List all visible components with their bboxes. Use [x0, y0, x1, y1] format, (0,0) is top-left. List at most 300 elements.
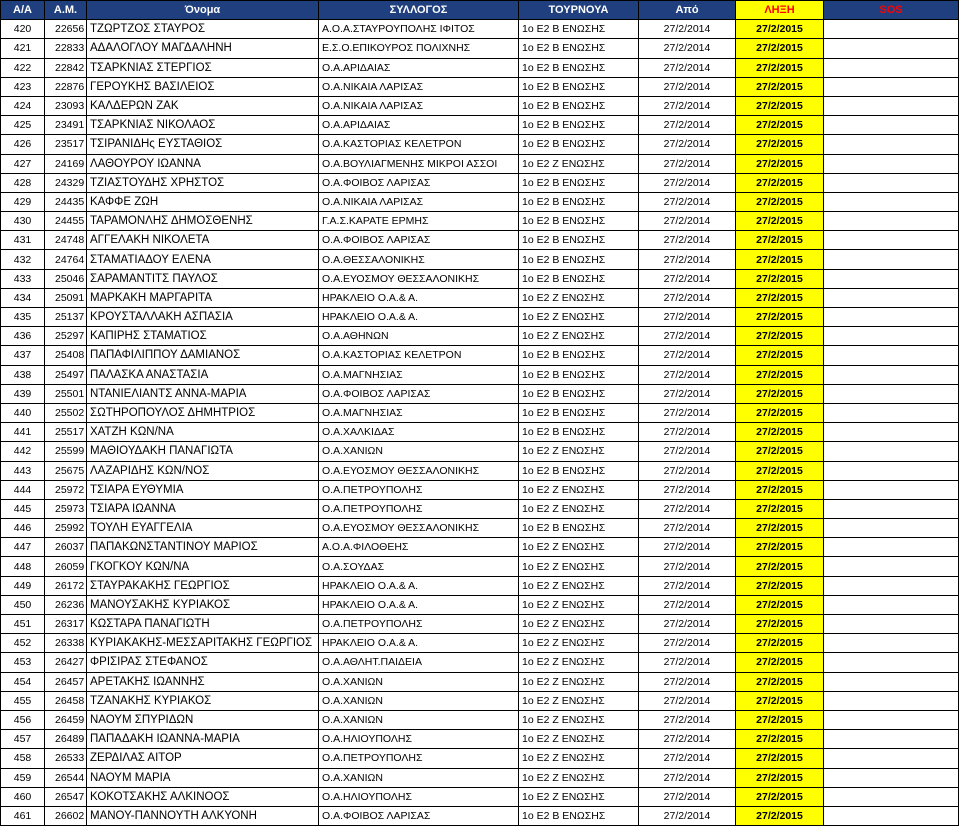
table-row: [1, 308, 959, 327]
cell-am: 25297: [45, 327, 87, 346]
cell-from: 27/2/2014: [639, 595, 736, 614]
cell-from: 27/2/2014: [639, 346, 736, 365]
cell-club: Ο.Α.ΚΑΣΤΟΡΙΑΣ ΚΕΛΕΤΡΟΝ: [319, 346, 519, 365]
cell-expiry: 27/2/2015: [736, 346, 824, 365]
cell-aa: 429: [1, 192, 45, 211]
cell-aa: 437: [1, 346, 45, 365]
cell-from: 27/2/2014: [639, 749, 736, 768]
cell-sos: [824, 308, 959, 327]
cell-tournament: 1ο Ε2 Ζ ΕΝΩΣΗΣ: [519, 595, 639, 614]
cell-expiry: 27/2/2015: [736, 672, 824, 691]
cell-from: 27/2/2014: [639, 308, 736, 327]
cell-tournament: 1ο Ε2 Β ΕΝΩΣΗΣ: [519, 96, 639, 115]
cell-from: 27/2/2014: [639, 557, 736, 576]
cell-am: 25973: [45, 499, 87, 518]
cell-tournament: 1ο Ε2 Ζ ΕΝΩΣΗΣ: [519, 634, 639, 653]
cell-club: Ο.Α.ΕΥΟΣΜΟΥ ΘΕΣΣΑΛΟΝΙΚΗΣ: [319, 269, 519, 288]
cell-sos: [824, 672, 959, 691]
cell-tournament: 1ο Ε2 Β ΕΝΩΣΗΣ: [519, 403, 639, 422]
table-row: [1, 787, 959, 806]
table-row: [1, 749, 959, 768]
cell-am: 22833: [45, 39, 87, 58]
cell-tournament: 1ο Ε2 Β ΕΝΩΣΗΣ: [519, 519, 639, 538]
cell-club: Ο.Α.ΝΙΚΑΙΑ ΛΑΡΙΣΑΣ: [319, 96, 519, 115]
cell-club: Ο.Α.ΧΑΝΙΩΝ: [319, 768, 519, 787]
cell-expiry: 27/2/2015: [736, 653, 824, 672]
table-row: [1, 346, 959, 365]
cell-expiry: 27/2/2015: [736, 212, 824, 231]
cell-from: 27/2/2014: [639, 634, 736, 653]
cell-club: Ο.Α.ΧΑΛΚΙΔΑΣ: [319, 423, 519, 442]
cell-from: 27/2/2014: [639, 442, 736, 461]
cell-aa: 436: [1, 327, 45, 346]
cell-from: 27/2/2014: [639, 327, 736, 346]
cell-tournament: 1ο Ε2 Β ΕΝΩΣΗΣ: [519, 346, 639, 365]
cell-from: 27/2/2014: [639, 480, 736, 499]
cell-am: 25599: [45, 442, 87, 461]
cell-club: ΗΡΑΚΛΕΙΟ Ο.Α.& Α.: [319, 595, 519, 614]
cell-aa: 435: [1, 308, 45, 327]
cell-from: 27/2/2014: [639, 499, 736, 518]
cell-sos: [824, 576, 959, 595]
cell-tournament: 1ο Ε2 Β ΕΝΩΣΗΣ: [519, 806, 639, 825]
cell-club: Ο.Α.ΦΟΙΒΟΣ ΛΑΡΙΣΑΣ: [319, 384, 519, 403]
cell-from: 27/2/2014: [639, 212, 736, 231]
cell-tournament: 1ο Ε2 Ζ ΕΝΩΣΗΣ: [519, 749, 639, 768]
cell-tournament: 1ο Ε2 Β ΕΝΩΣΗΣ: [519, 192, 639, 211]
cell-expiry: 27/2/2015: [736, 615, 824, 634]
cell-name: ΤΣΙΑΡΑ ΙΩΑΝΝΑ: [87, 499, 319, 518]
cell-name: ΚΟΚΟΤΣΑΚΗΣ ΑΛΚΙΝΟΟΣ: [87, 787, 319, 806]
cell-expiry: 27/2/2015: [736, 58, 824, 77]
cell-aa: 431: [1, 231, 45, 250]
cell-sos: [824, 557, 959, 576]
cell-sos: [824, 327, 959, 346]
cell-aa: 443: [1, 461, 45, 480]
cell-am: 23093: [45, 96, 87, 115]
cell-sos: [824, 269, 959, 288]
cell-expiry: 27/2/2015: [736, 20, 824, 39]
cell-aa: 438: [1, 365, 45, 384]
cell-sos: [824, 384, 959, 403]
cell-club: Α.Ο.Α.ΦΙΛΟΘΕΗΣ: [319, 538, 519, 557]
table-row: [1, 691, 959, 710]
cell-am: 26427: [45, 653, 87, 672]
cell-name: ΤΟΥΛΗ ΕΥΑΓΓΕΛΙΑ: [87, 519, 319, 538]
cell-club: Ο.Α.ΑΘΛΗΤ.ΠΑΙΔΕΙΑ: [319, 653, 519, 672]
cell-club: ΗΡΑΚΛΕΙΟ Ο.Α.& Α.: [319, 308, 519, 327]
cell-tournament: 1ο Ε2 Ζ ΕΝΩΣΗΣ: [519, 576, 639, 595]
cell-aa: 458: [1, 749, 45, 768]
cell-am: 26317: [45, 615, 87, 634]
table-row: [1, 499, 959, 518]
cell-club: Ο.Α.ΗΛΙΟΥΠΟΛΗΣ: [319, 730, 519, 749]
cell-name: ΧΑΤΖΗ ΚΩΝ/ΝΑ: [87, 423, 319, 442]
cell-aa: 457: [1, 730, 45, 749]
header-row: [1, 1, 959, 20]
cell-am: 26547: [45, 787, 87, 806]
cell-name: ΛΑΘΟΥΡΟΥ ΙΩΑΝΝΑ: [87, 154, 319, 173]
cell-from: 27/2/2014: [639, 576, 736, 595]
cell-expiry: 27/2/2015: [736, 461, 824, 480]
table-row: [1, 615, 959, 634]
col-header-am: Α.Μ.: [45, 1, 87, 20]
table-row: [1, 461, 959, 480]
cell-from: 27/2/2014: [639, 288, 736, 307]
table-row: [1, 595, 959, 614]
cell-am: 25091: [45, 288, 87, 307]
cell-expiry: 27/2/2015: [736, 269, 824, 288]
cell-aa: 422: [1, 58, 45, 77]
cell-from: 27/2/2014: [639, 250, 736, 269]
cell-club: Ε.Σ.Ο.ΕΠΙΚΟΥΡΟΣ ΠΟΛΙΧΝΗΣ: [319, 39, 519, 58]
cell-aa: 447: [1, 538, 45, 557]
cell-club: ΗΡΑΚΛΕΙΟ Ο.Α.& Α.: [319, 634, 519, 653]
cell-sos: [824, 615, 959, 634]
cell-expiry: 27/2/2015: [736, 231, 824, 250]
cell-tournament: 1ο Ε2 Β ΕΝΩΣΗΣ: [519, 250, 639, 269]
cell-tournament: 1ο Ε2 Ζ ΕΝΩΣΗΣ: [519, 308, 639, 327]
cell-sos: [824, 691, 959, 710]
cell-aa: 461: [1, 806, 45, 825]
cell-tournament: 1ο Ε2 Β ΕΝΩΣΗΣ: [519, 423, 639, 442]
cell-am: 25408: [45, 346, 87, 365]
cell-expiry: 27/2/2015: [736, 403, 824, 422]
cell-from: 27/2/2014: [639, 192, 736, 211]
cell-name: ΑΡΕΤΑΚΗΣ ΙΩΑΝΝΗΣ: [87, 672, 319, 691]
cell-sos: [824, 192, 959, 211]
cell-name: ΜΑΘΙΟΥΔΑΚΗ ΠΑΝΑΓΙΩΤΑ: [87, 442, 319, 461]
cell-aa: 448: [1, 557, 45, 576]
cell-club: Α.Ο.Α.ΣΤΑΥΡΟΥΠΟΛΗΣ ΙΦΙΤΟΣ: [319, 20, 519, 39]
cell-aa: 452: [1, 634, 45, 653]
cell-aa: 430: [1, 212, 45, 231]
cell-sos: [824, 480, 959, 499]
cell-sos: [824, 39, 959, 58]
cell-am: 26458: [45, 691, 87, 710]
cell-name: ΚΩΣΤΑΡΑ ΠΑΝΑΓΙΩΤΗ: [87, 615, 319, 634]
cell-expiry: 27/2/2015: [736, 557, 824, 576]
cell-from: 27/2/2014: [639, 39, 736, 58]
cell-sos: [824, 365, 959, 384]
cell-tournament: 1ο Ε2 Ζ ΕΝΩΣΗΣ: [519, 768, 639, 787]
cell-aa: 456: [1, 710, 45, 729]
cell-club: Ο.Α.ΦΟΙΒΟΣ ΛΑΡΙΣΑΣ: [319, 173, 519, 192]
cell-expiry: 27/2/2015: [736, 787, 824, 806]
table-row: [1, 250, 959, 269]
cell-club: Ο.Α.ΝΙΚΑΙΑ ΛΑΡΙΣΑΣ: [319, 192, 519, 211]
cell-am: 26059: [45, 557, 87, 576]
cell-aa: 445: [1, 499, 45, 518]
cell-aa: 453: [1, 653, 45, 672]
cell-expiry: 27/2/2015: [736, 308, 824, 327]
cell-expiry: 27/2/2015: [736, 768, 824, 787]
table-row: [1, 192, 959, 211]
cell-name: ΤΣΙΑΡΑ ΕΥΘΥΜΙΑ: [87, 480, 319, 499]
cell-club: Ο.Α.ΘΕΣΣΑΛΟΝΙΚΗΣ: [319, 250, 519, 269]
cell-tournament: 1ο Ε2 Β ΕΝΩΣΗΣ: [519, 365, 639, 384]
cell-am: 25517: [45, 423, 87, 442]
cell-expiry: 27/2/2015: [736, 634, 824, 653]
cell-am: 26602: [45, 806, 87, 825]
cell-tournament: 1ο Ε2 Ζ ΕΝΩΣΗΣ: [519, 691, 639, 710]
cell-am: 26533: [45, 749, 87, 768]
cell-sos: [824, 346, 959, 365]
cell-tournament: 1ο Ε2 Ζ ΕΝΩΣΗΣ: [519, 672, 639, 691]
cell-sos: [824, 806, 959, 825]
cell-tournament: 1ο Ε2 Ζ ΕΝΩΣΗΣ: [519, 499, 639, 518]
cell-am: 26544: [45, 768, 87, 787]
table-row: [1, 173, 959, 192]
cell-from: 27/2/2014: [639, 691, 736, 710]
cell-expiry: 27/2/2015: [736, 365, 824, 384]
cell-sos: [824, 58, 959, 77]
cell-from: 27/2/2014: [639, 672, 736, 691]
cell-name: ΚΑΦΦΕ ΖΩΗ: [87, 192, 319, 211]
cell-name: ΚΡΟΥΣΤΑΛΛΑΚΗ ΑΣΠΑΣΙΑ: [87, 308, 319, 327]
cell-expiry: 27/2/2015: [736, 442, 824, 461]
cell-from: 27/2/2014: [639, 20, 736, 39]
table-row: [1, 96, 959, 115]
cell-name: ΚΥΡΙΑΚΑΚΗΣ-ΜΕΣΣΑΡΙΤΑΚΗΣ ΓΕΩΡΓΙΟΣ: [87, 634, 319, 653]
cell-name: ΝΑΟΥΜ ΜΑΡΙΑ: [87, 768, 319, 787]
cell-from: 27/2/2014: [639, 806, 736, 825]
cell-name: ΤΖΩΡΤΖΟΣ ΣΤΑΥΡΟΣ: [87, 20, 319, 39]
cell-sos: [824, 403, 959, 422]
cell-name: ΓΚΟΓΚΟΥ ΚΩΝ/ΝΑ: [87, 557, 319, 576]
table-body: [1, 20, 959, 826]
table-row: [1, 576, 959, 595]
table-row: [1, 20, 959, 39]
table-row: [1, 77, 959, 96]
cell-am: 25992: [45, 519, 87, 538]
cell-club: ΗΡΑΚΛΕΙΟ Ο.Α.& Α.: [319, 288, 519, 307]
cell-name: ΓΕΡΟΥΚΗΣ ΒΑΣΙΛΕΙΟΣ: [87, 77, 319, 96]
cell-name: ΤΖΑΝΑΚΗΣ ΚΥΡΙΑΚΟΣ: [87, 691, 319, 710]
cell-from: 27/2/2014: [639, 135, 736, 154]
cell-tournament: 1ο Ε2 Ζ ΕΝΩΣΗΣ: [519, 442, 639, 461]
cell-am: 26172: [45, 576, 87, 595]
cell-sos: [824, 653, 959, 672]
cell-am: 24435: [45, 192, 87, 211]
cell-aa: 439: [1, 384, 45, 403]
cell-sos: [824, 595, 959, 614]
table-row: [1, 442, 959, 461]
cell-name: ΚΑΠΙΡΗΣ ΣΤΑΜΑΤΙΟΣ: [87, 327, 319, 346]
cell-tournament: 1ο Ε2 Ζ ΕΝΩΣΗΣ: [519, 653, 639, 672]
cell-club: Ο.Α.ΑΘΗΝΩΝ: [319, 327, 519, 346]
col-header-name: Όνομα: [87, 1, 319, 20]
cell-sos: [824, 634, 959, 653]
cell-from: 27/2/2014: [639, 519, 736, 538]
col-header-from: Από: [639, 1, 736, 20]
cell-tournament: 1ο Ε2 Β ΕΝΩΣΗΣ: [519, 461, 639, 480]
cell-sos: [824, 77, 959, 96]
table-row: [1, 288, 959, 307]
cell-from: 27/2/2014: [639, 77, 736, 96]
cell-am: 26236: [45, 595, 87, 614]
cell-aa: 428: [1, 173, 45, 192]
cell-am: 25502: [45, 403, 87, 422]
cell-expiry: 27/2/2015: [736, 96, 824, 115]
cell-name: ΝΤΑΝΙΕΛΙΑΝΤΣ ΑΝΝΑ-ΜΑΡΙΑ: [87, 384, 319, 403]
cell-club: Ο.Α.ΣΟΥΔΑΣ: [319, 557, 519, 576]
cell-am: 24329: [45, 173, 87, 192]
cell-name: ΣΩΤΗΡΟΠΟΥΛΟΣ ΔΗΜΗΤΡΙΟΣ: [87, 403, 319, 422]
cell-am: 26338: [45, 634, 87, 653]
table-row: [1, 730, 959, 749]
cell-club: Ο.Α.ΧΑΝΙΩΝ: [319, 710, 519, 729]
cell-name: ΤΖΙΑΣΤΟΥΔΗΣ ΧΡΗΣΤΟΣ: [87, 173, 319, 192]
table-row: [1, 806, 959, 825]
cell-sos: [824, 768, 959, 787]
table-row: [1, 39, 959, 58]
cell-sos: [824, 442, 959, 461]
cell-aa: 446: [1, 519, 45, 538]
cell-from: 27/2/2014: [639, 154, 736, 173]
cell-name: ΠΑΠΑΦΙΛΙΠΠΟΥ ΔΑΜΙΑΝΟΣ: [87, 346, 319, 365]
cell-club: Ο.Α.ΑΡΙΔΑΙΑΣ: [319, 58, 519, 77]
cell-name: ΑΓΓΕΛΑΚΗ ΝΙΚΟΛΕΤΑ: [87, 231, 319, 250]
cell-name: ΠΑΛΑΣΚΑ ΑΝΑΣΤΑΣΙΑ: [87, 365, 319, 384]
col-header-expiry: ΛΗΞΗ: [736, 1, 824, 20]
cell-expiry: 27/2/2015: [736, 499, 824, 518]
cell-am: 26459: [45, 710, 87, 729]
cell-sos: [824, 116, 959, 135]
cell-expiry: 27/2/2015: [736, 288, 824, 307]
cell-name: ΛΑΖΑΡΙΔΗΣ ΚΩΝ/ΝΟΣ: [87, 461, 319, 480]
table-row: [1, 653, 959, 672]
cell-sos: [824, 135, 959, 154]
cell-from: 27/2/2014: [639, 710, 736, 729]
cell-sos: [824, 749, 959, 768]
table-row: [1, 403, 959, 422]
cell-name: ΚΑΛΔΕΡΩΝ ΖΑΚ: [87, 96, 319, 115]
cell-expiry: 27/2/2015: [736, 327, 824, 346]
cell-from: 27/2/2014: [639, 615, 736, 634]
cell-aa: 455: [1, 691, 45, 710]
cell-club: Ο.Α.ΠΕΤΡΟΥΠΟΛΗΣ: [319, 749, 519, 768]
table-row: [1, 634, 959, 653]
cell-expiry: 27/2/2015: [736, 519, 824, 538]
cell-club: Ο.Α.ΝΙΚΑΙΑ ΛΑΡΙΣΑΣ: [319, 77, 519, 96]
table-row: [1, 480, 959, 499]
table-row: [1, 384, 959, 403]
cell-expiry: 27/2/2015: [736, 730, 824, 749]
cell-expiry: 27/2/2015: [736, 806, 824, 825]
cell-am: 26037: [45, 538, 87, 557]
cell-tournament: 1ο Ε2 Β ΕΝΩΣΗΣ: [519, 231, 639, 250]
cell-from: 27/2/2014: [639, 58, 736, 77]
cell-sos: [824, 288, 959, 307]
cell-tournament: 1ο Ε2 Β ΕΝΩΣΗΣ: [519, 20, 639, 39]
cell-expiry: 27/2/2015: [736, 595, 824, 614]
cell-tournament: 1ο Ε2 Ζ ΕΝΩΣΗΣ: [519, 154, 639, 173]
table-row: [1, 768, 959, 787]
cell-name: ΜΑΝΟΥΣΑΚΗΣ ΚΥΡΙΑΚΟΣ: [87, 595, 319, 614]
cell-tournament: 1ο Ε2 Ζ ΕΝΩΣΗΣ: [519, 730, 639, 749]
cell-from: 27/2/2014: [639, 730, 736, 749]
cell-from: 27/2/2014: [639, 365, 736, 384]
cell-sos: [824, 787, 959, 806]
col-header-aa: Α/Α: [1, 1, 45, 20]
cell-name: ΝΑΟΥΜ ΣΠΥΡΙΔΩΝ: [87, 710, 319, 729]
cell-sos: [824, 212, 959, 231]
cell-aa: 424: [1, 96, 45, 115]
cell-name: ΠΑΠΑΔΑΚΗ ΙΩΑΝΝΑ-ΜΑΡΙΑ: [87, 730, 319, 749]
cell-aa: 450: [1, 595, 45, 614]
cell-club: Ο.Α.ΧΑΝΙΩΝ: [319, 672, 519, 691]
cell-club: ΗΡΑΚΛΕΙΟ Ο.Α.& Α.: [319, 576, 519, 595]
cell-club: Ο.Α.ΕΥΟΣΜΟΥ ΘΕΣΣΑΛΟΝΙΚΗΣ: [319, 519, 519, 538]
cell-am: 24455: [45, 212, 87, 231]
cell-club: Ο.Α.ΜΑΓΝΗΣΙΑΣ: [319, 403, 519, 422]
cell-tournament: 1ο Ε2 Β ΕΝΩΣΗΣ: [519, 39, 639, 58]
cell-club: Ο.Α.ΕΥΟΣΜΟΥ ΘΕΣΣΑΛΟΝΙΚΗΣ: [319, 461, 519, 480]
cell-am: 24169: [45, 154, 87, 173]
cell-am: 22876: [45, 77, 87, 96]
cell-tournament: 1ο Ε2 Ζ ΕΝΩΣΗΣ: [519, 710, 639, 729]
table-row: [1, 557, 959, 576]
cell-am: 24748: [45, 231, 87, 250]
cell-tournament: 1ο Ε2 Ζ ΕΝΩΣΗΣ: [519, 480, 639, 499]
cell-sos: [824, 519, 959, 538]
cell-name: ΤΣΙΡΑΝΙΔΗς ΕΥΣΤΑΘΙΟΣ: [87, 135, 319, 154]
cell-from: 27/2/2014: [639, 269, 736, 288]
cell-name: ΜΑΝΟΥ-ΠΑΝΝΟΥΤΗ ΑΛΚΥΟΝΗ: [87, 806, 319, 825]
cell-club: Ο.Α.ΠΕΤΡΟΥΠΟΛΗΣ: [319, 615, 519, 634]
cell-am: 26457: [45, 672, 87, 691]
cell-tournament: 1ο Ε2 Ζ ΕΝΩΣΗΣ: [519, 557, 639, 576]
cell-name: ΜΑΡΚΑΚΗ ΜΑΡΓΑΡΙΤΑ: [87, 288, 319, 307]
cell-expiry: 27/2/2015: [736, 192, 824, 211]
cell-aa: 426: [1, 135, 45, 154]
cell-from: 27/2/2014: [639, 423, 736, 442]
cell-name: ΣΑΡΑΜΑΝΤΙΤΣ ΠΑΥΛΟΣ: [87, 269, 319, 288]
table-row: [1, 327, 959, 346]
table-row: [1, 58, 959, 77]
table-row: [1, 672, 959, 691]
col-header-club: ΣΥΛΛΟΓΟΣ: [319, 1, 519, 20]
cell-sos: [824, 461, 959, 480]
cell-am: 25972: [45, 480, 87, 499]
cell-aa: 451: [1, 615, 45, 634]
cell-from: 27/2/2014: [639, 96, 736, 115]
cell-sos: [824, 154, 959, 173]
cell-expiry: 27/2/2015: [736, 710, 824, 729]
cell-aa: 425: [1, 116, 45, 135]
table-row: [1, 116, 959, 135]
cell-tournament: 1ο Ε2 Β ΕΝΩΣΗΣ: [519, 269, 639, 288]
cell-tournament: 1ο Ε2 Β ΕΝΩΣΗΣ: [519, 77, 639, 96]
cell-from: 27/2/2014: [639, 787, 736, 806]
cell-name: ΤΑΡΑΜΟΝΛΗΣ ΔΗΜΟΣΘΕΝΗΣ: [87, 212, 319, 231]
col-header-sos: SOS: [824, 1, 959, 20]
cell-am: 25675: [45, 461, 87, 480]
cell-club: Ο.Α.ΜΑΓΝΗΣΙΑΣ: [319, 365, 519, 384]
cell-club: Ο.Α.ΠΕΤΡΟΥΠΟΛΗΣ: [319, 499, 519, 518]
table-row: [1, 519, 959, 538]
cell-am: 25497: [45, 365, 87, 384]
cell-from: 27/2/2014: [639, 403, 736, 422]
cell-am: 25046: [45, 269, 87, 288]
cell-aa: 460: [1, 787, 45, 806]
cell-expiry: 27/2/2015: [736, 39, 824, 58]
cell-am: 23517: [45, 135, 87, 154]
cell-expiry: 27/2/2015: [736, 250, 824, 269]
cell-tournament: 1ο Ε2 Β ΕΝΩΣΗΣ: [519, 212, 639, 231]
cell-expiry: 27/2/2015: [736, 480, 824, 499]
